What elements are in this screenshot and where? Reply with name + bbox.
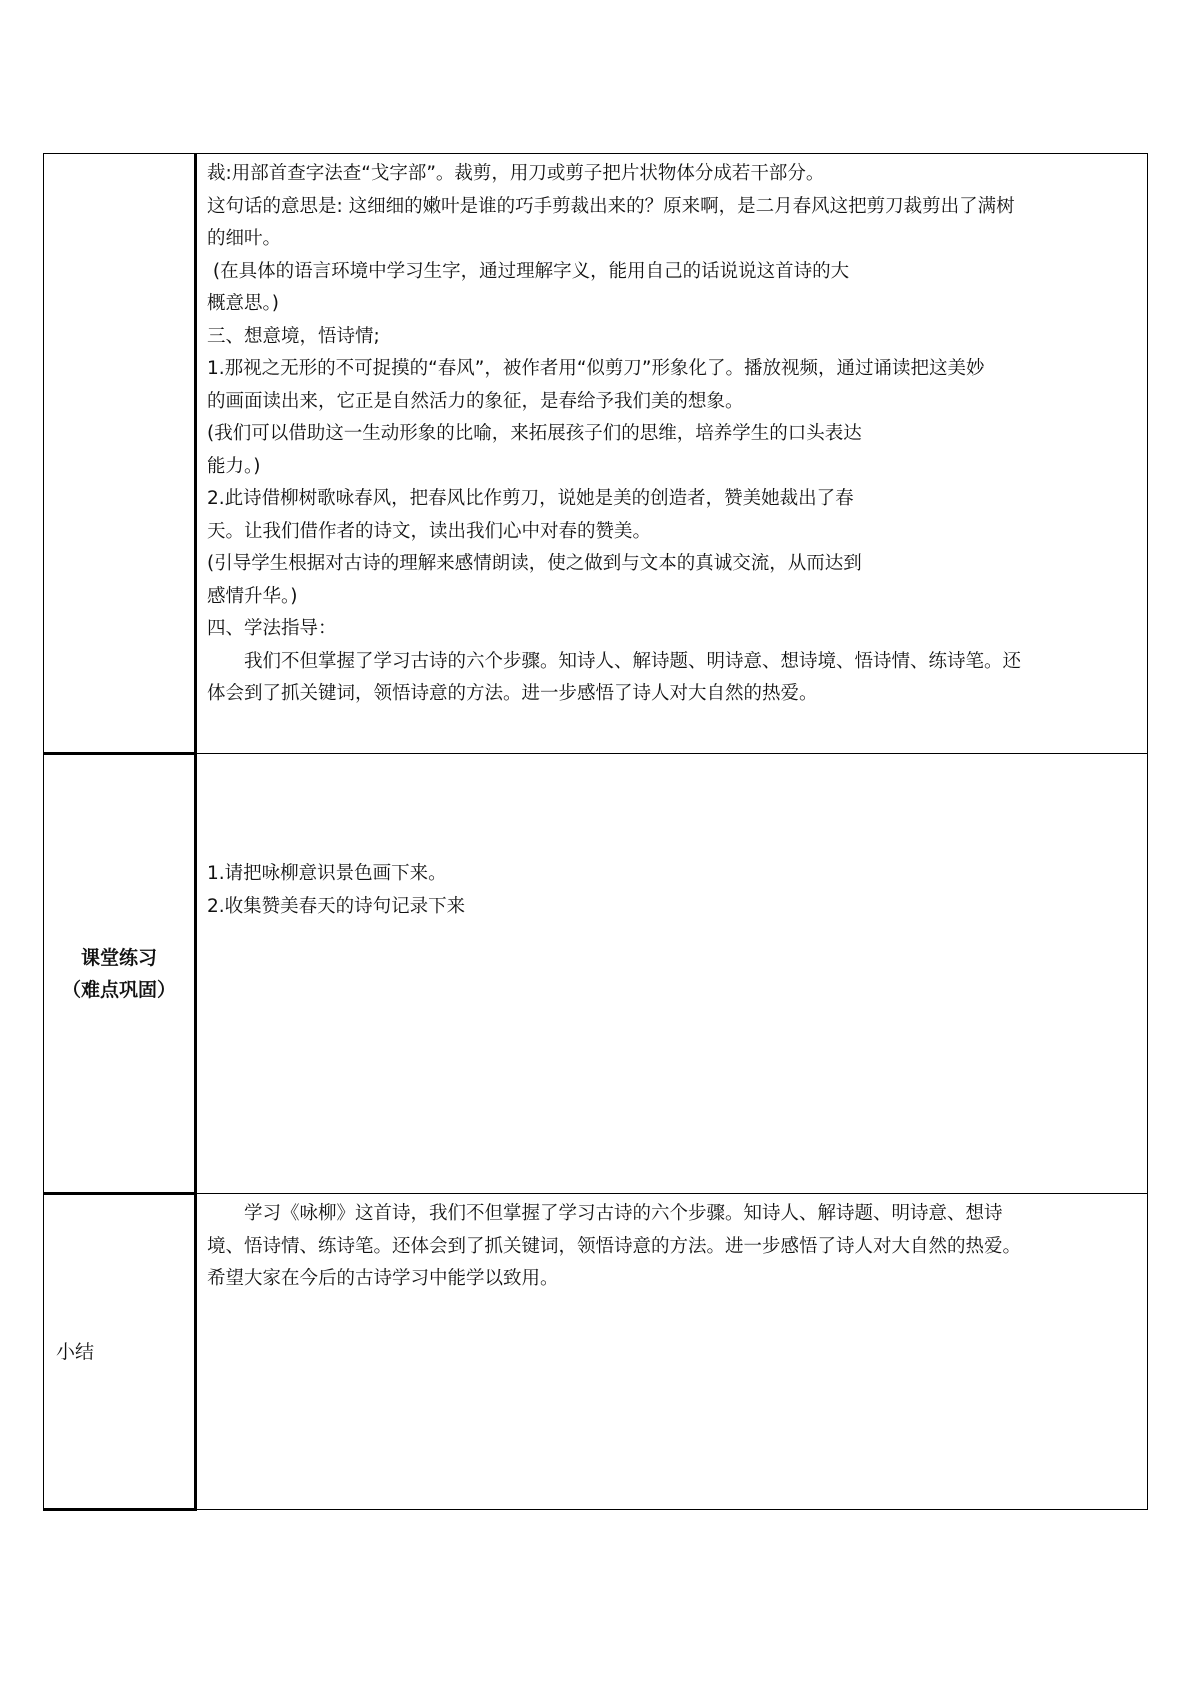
text-line: 这句话的意思是: 这细细的嫩叶是谁的巧手剪裁出来的？原来啊，是二月春风这把剪刀裁剪出了满树 [207,195,1015,217]
section-heading-3: 三、想意境，悟诗情; [207,325,380,347]
row-label-cell [44,754,196,1194]
text-line: 的画面读出来，它正是自然活力的象征，是春给予我们美的想象。 [207,390,744,412]
label-difficulty-consolidation: （难点巩固） [61,978,176,1001]
text-line: 1.那视之无形的不可捉摸的“春风”，被作者用“似剪刀”形象化了。播放视频，通过诵读把这美妙 [207,358,985,379]
text-line: 希望大家在今后的古诗学习中能学以致用。 [207,1268,559,1289]
label-summary: 小结 [56,1340,95,1363]
text-line: 境、悟诗情、练诗笔。还体会到了抓关键词，领悟诗意的方法。进一步感悟了诗人对大自然的热爱。 [207,1235,1022,1257]
lesson-plan-table [43,153,1148,1511]
row-label-cell [44,1194,196,1510]
table-row-classroom-practice [44,754,1148,1194]
teaching-process-content [197,154,1147,711]
label-classroom-practice: 课堂练习 [80,946,157,969]
text-line: 2.此诗借柳树歌咏春风，把春风比作剪刀，说她是美的创造者，赞美她裁出了春 [207,488,854,509]
text-line: (我们可以借助这一生动形象的比喻，来拓展孩子们的思维，培养学生的口头表达 [207,423,862,444]
practice-item: 2.收集赞美春天的诗句记录下来 [207,895,466,917]
section-heading-4: 四、学法指导： [207,618,337,639]
row-label-cell [44,154,196,754]
table-row-teaching-process [44,154,1148,754]
text-line: 的细叶。 [207,228,282,249]
text-line: (在具体的语言环境中学习生字，通过理解字义，能用自己的话说说这首诗的大 [207,260,850,282]
row-label [44,1195,194,1508]
text-line: 能力。) [207,455,261,477]
text-line: (引导学生根据对古诗的理解来感情朗读，使之做到与文本的真诚交流，从而达到 [207,553,862,574]
text-line: 我们不但掌握了学习古诗的六个步骤。知诗人、解诗题、明诗意、想诗境、悟诗情、练诗笔。还 [244,650,1022,672]
table-row-summary [44,1194,1148,1510]
summary-content [197,1194,1147,1296]
text-line: 裁:用部首查字法查“戈字部”。裁剪，用刀或剪子把片状物体分成若干部分。 [207,163,825,184]
text-line: 天。让我们借作者的诗文，读出我们心中对春的赞美。 [207,520,652,542]
practice-item: 1.请把咏柳意识景色画下来。 [207,863,447,884]
text-line: 体会到了抓关键词，领悟诗意的方法。进一步感悟了诗人对大自然的热爱。 [207,683,818,704]
row-content-cell [196,154,1148,754]
text-line: 概意思。) [207,293,279,314]
practice-content [197,754,1147,923]
row-content-cell [196,1194,1148,1510]
text-line: 学习《咏柳》这首诗，我们不但掌握了学习古诗的六个步骤。知诗人、解诗题、明诗意、想诗 [244,1203,1003,1224]
row-content-cell [196,754,1148,1194]
row-label [44,755,194,1192]
text-line: 感情升华。) [207,585,298,607]
